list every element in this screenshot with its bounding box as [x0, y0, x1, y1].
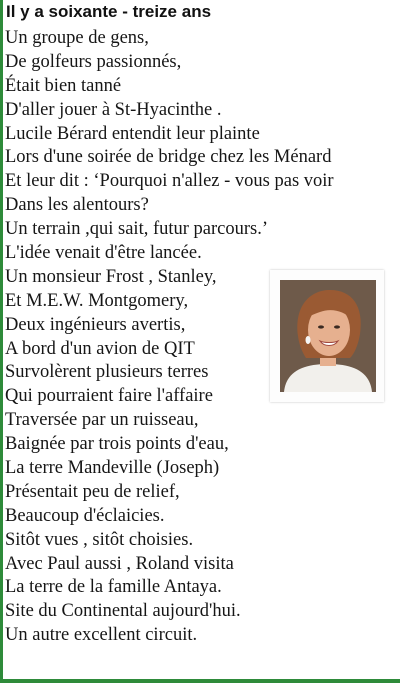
poem-line: La terre Mandeville (Joseph)	[5, 458, 220, 479]
poem-line: Survolèrent plusieurs terres	[5, 362, 209, 383]
poem-line: Deux ingénieurs avertis,	[5, 314, 186, 335]
poem-line: Avec Paul aussi , Roland visita	[5, 553, 234, 574]
poem-line: Et M.E.W. Montgomery,	[5, 290, 189, 311]
bottom-edge-strip	[0, 679, 400, 683]
poem-line: Et leur dit : ‘Pourquoi n'allez - vous pas voir	[5, 171, 334, 192]
poem-line: De golfeurs passionnés,	[5, 51, 182, 72]
poem-line: Un monsieur Frost , Stanley,	[5, 266, 217, 287]
poem-line: Présentait peu de relief,	[5, 481, 180, 502]
poem-line: Qui pourraient faire l'affaire	[5, 386, 213, 407]
poem-line: Un groupe de gens,	[5, 28, 149, 48]
photo-frame	[270, 270, 384, 402]
poem-line: Lucile Bérard entendit leur plainte	[5, 123, 260, 144]
poem-title: Il y a soixante - treize ans	[6, 2, 212, 21]
poem-line: Beaucoup d'éclaicies.	[5, 505, 165, 526]
poem-line: D'aller jouer à St-Hyacinthe .	[5, 99, 222, 120]
portrait-photo	[280, 280, 376, 392]
poem-line: Traversée par un ruisseau,	[5, 410, 199, 431]
poem-line: Un autre excellent circuit.	[5, 625, 198, 646]
poem-line: A bord d'un avion de QIT	[5, 338, 195, 359]
poem-line: L'idée venait d'être lancée.	[5, 243, 202, 264]
poem-line: Sitôt vues , sitôt choisies.	[5, 529, 194, 550]
poem-line: Un terrain ,qui sait, futur parcours.’	[5, 219, 269, 240]
poem-line: Était bien tanné	[5, 75, 122, 96]
poem-line: Lors d'une soirée de bridge chez les Ménard	[5, 147, 332, 168]
poem-line: Baignée par trois points d'eau,	[5, 434, 229, 455]
poem-line: La terre de la famille Antaya.	[5, 577, 222, 598]
poem-line: Site du Continental aujourd'hui.	[5, 601, 241, 622]
poem-line: Dans les alentours?	[5, 195, 149, 216]
left-edge-strip	[0, 0, 3, 683]
